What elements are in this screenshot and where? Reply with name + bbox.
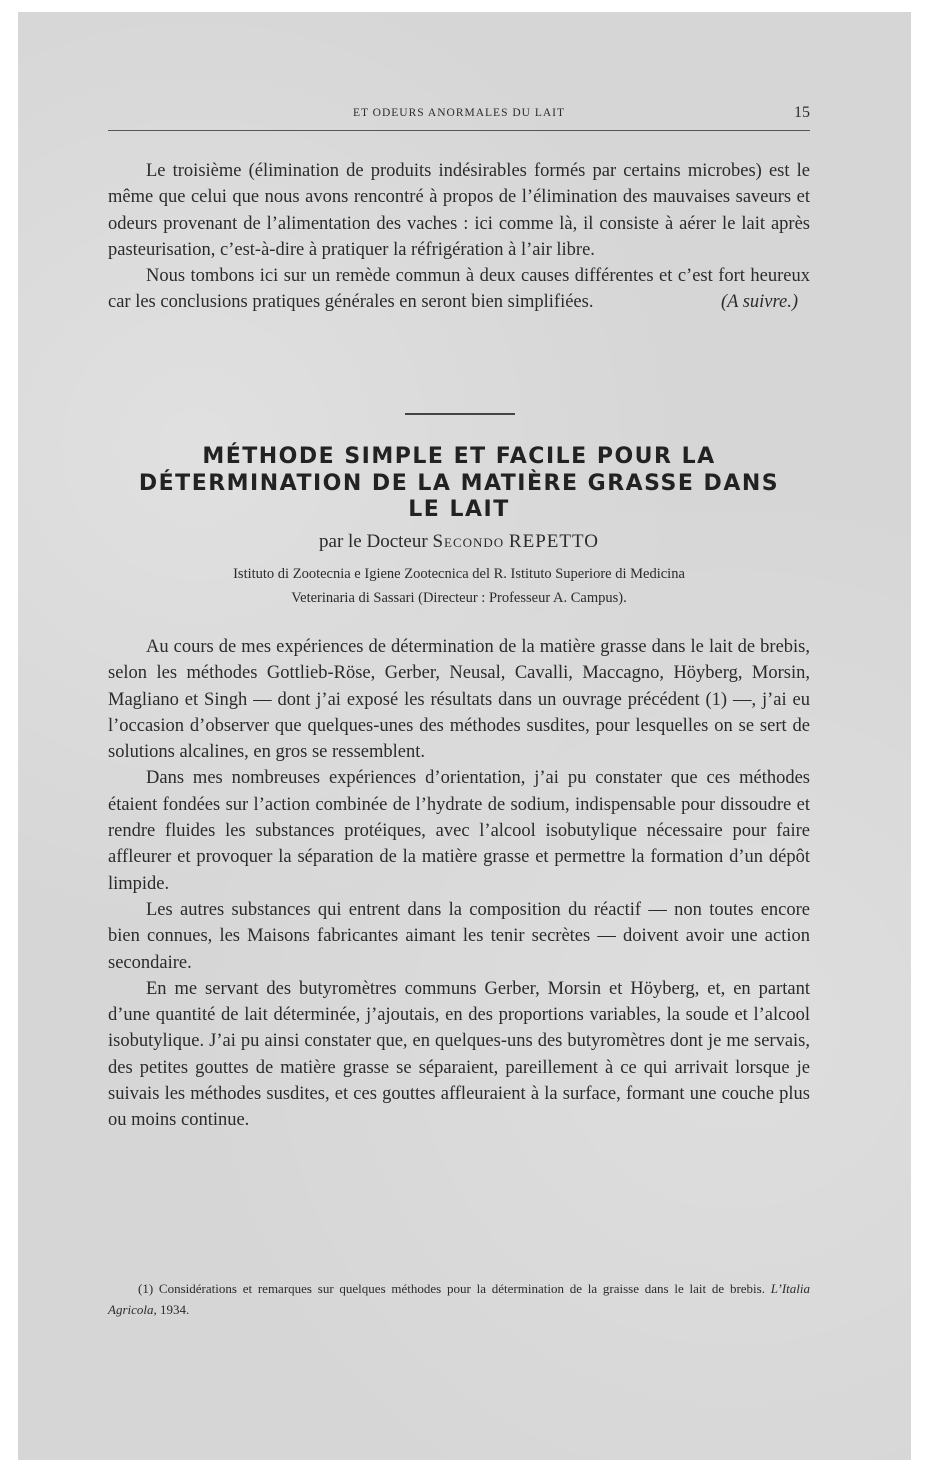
body-paragraph-2: Dans mes nombreuses expériences d’orientation, j’ai pu constater que ces méthodes étaient fondées sur l’action combinée de l’hydrate de sodium, indispensable pour dissoudre et rendre fluides les substances protéiques, avec l’alcool isobutylique nécessaire pour faire affleurer et provoquer la séparation de la matière grasse et permettre la formation d’un dépôt limpide. — [108, 768, 810, 894]
body-paragraph-1: Au cours de mes expériences de détermination de la matière grasse dans le lait de brebis, selon les méthodes Gottlieb-Röse, Gerber, Neusal, Cavalli, Maccagno, Höyberg, Morsin, Magliano et Singh — dont j’ai exposé les résultats dans un ouvrage précédent (1) —, j’ai eu l’occasion d’observer que quelques-unes des méthodes susdites, pour lesquelles on se sert de solutions alcalines, en gros se ressemblent. — [108, 637, 810, 763]
body-paragraph-3: Les autres substances qui entrent dans la composition du réactif — non toutes encore bien connues, les Maisons fabricantes aimant les tenir secrètes — doivent avoir une action secondaire. — [108, 899, 810, 973]
article-title-line-3: LE LAIT — [408, 497, 510, 522]
section-divider — [405, 413, 515, 415]
page-number: 15 — [794, 104, 810, 121]
intro-text — [108, 158, 810, 316]
footnote-year: 1934. — [160, 1302, 190, 1317]
affiliation-line-2: Veterinaria di Sassari (Directeur : Professeur A. Campus). — [291, 590, 627, 606]
intro-paragraph-2 — [108, 263, 810, 316]
running-header — [108, 104, 810, 131]
affiliation-line-1: Istituto di Zootecnia e Igiene Zootecnica del R. Istituto Superiore di Medicina — [233, 566, 685, 582]
article-title — [108, 444, 810, 524]
author-firstname: Secondo — [432, 531, 505, 552]
footnote-text: (1) Considérations et remarques sur quelques méthodes pour la détermination de la graisse dans le lait de brebis. — [138, 1281, 765, 1296]
running-title: ET ODEURS ANORMALES DU LAIT — [352, 107, 566, 119]
author-prefix: par le Docteur — [319, 531, 428, 552]
to-be-continued: (A suivre.) — [720, 292, 798, 313]
article-title-line-1: MÉTHODE SIMPLE ET FACILE POUR LA — [202, 444, 716, 469]
intro-paragraph-2-text: Nous tombons ici sur un remède commun à deux causes différentes et c’est fort heureux car les conclusions pratiques générales en seront bien simplifiées. — [108, 266, 810, 313]
article-title-line-2: DÉTERMINATION DE LA MATIÈRE GRASSE DANS — [138, 470, 780, 496]
footnote-source: L’Italia Agricola, — [108, 1281, 810, 1317]
footnote — [108, 1278, 810, 1320]
author-surname: REPETTO — [508, 531, 599, 552]
intro-paragraph-1: Le troisième (élimination de produits indésirables formés par certains microbes) est le même que celui que nous avons rencontré à propos de l’élimination des mauvaises saveurs et odeurs provenant de l’alimentation des vaches : ici comme là, il consiste à aérer le lait après pasteurisation, c’est-à-dire à pratiquer la réfrigération à l’air libre. — [108, 161, 810, 260]
author-line — [108, 531, 810, 553]
article-body — [108, 634, 810, 1134]
body-paragraph-4: En me servant des butyromètres communs Gerber, Morsin et Höyberg, et, en partant d’une quantité de lait déterminée, j’ajoutais, en des proportions variables, la soude et l’alcool isobutylique. J’ai pu ainsi constater que, en quelques-uns des butyromètres dont je me servais, des petites gouttes de matière grasse se séparaient, pareillement à ce qui arrivait lorsque je suivais les méthodes susdites, et ces gouttes affleuraient à la surface, formant une couche plus ou moins continue. — [108, 978, 810, 1131]
affiliation — [108, 562, 810, 610]
